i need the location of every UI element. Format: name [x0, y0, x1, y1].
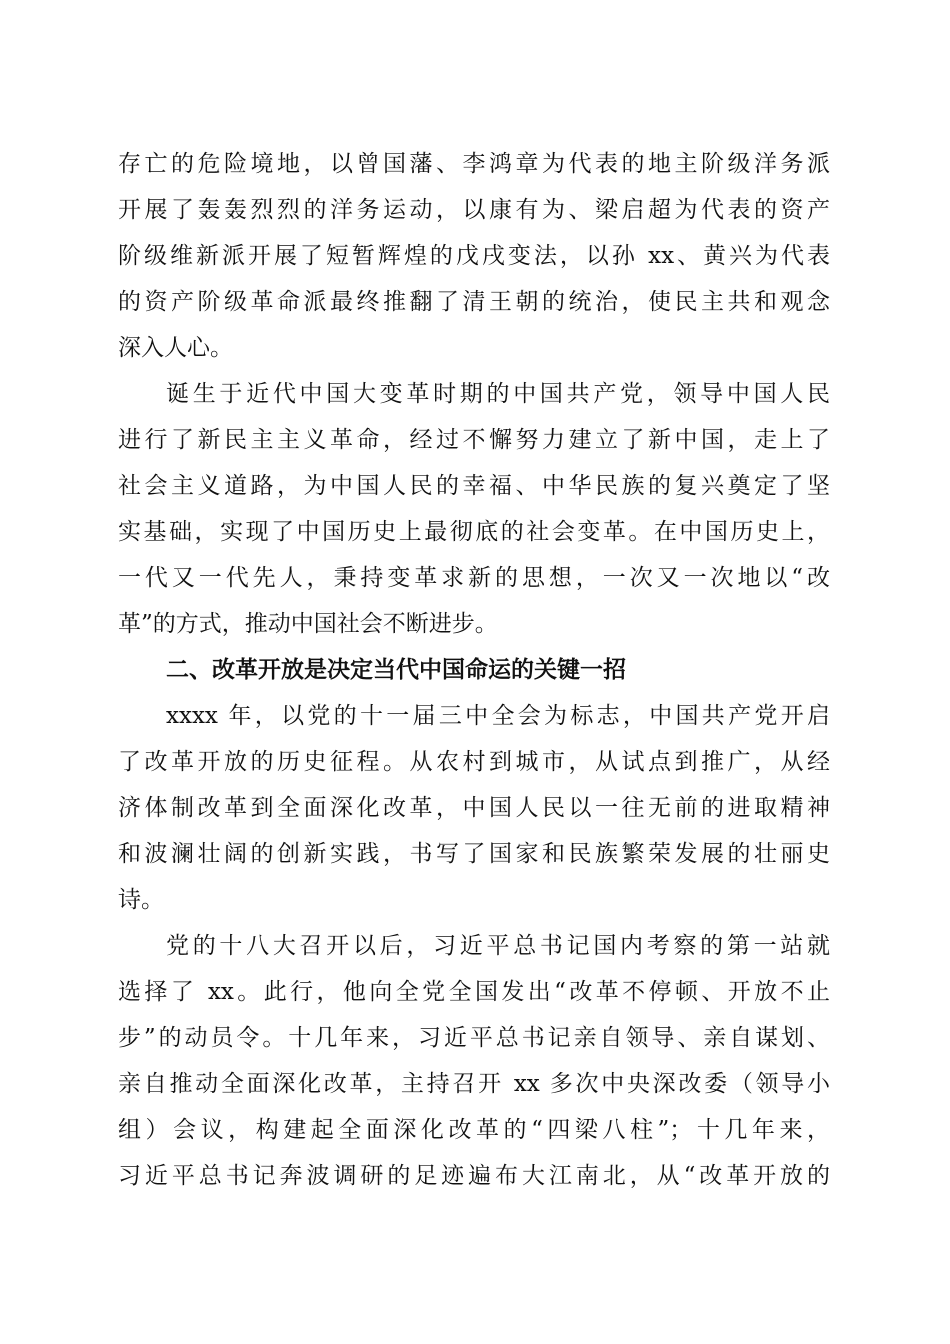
paragraph-line: 诗。 [118, 887, 164, 913]
paragraph-line: 组）会议，构建起全面深化改革的“四梁八柱”；十几年来， [118, 1117, 830, 1143]
paragraph-line: 习近平总书记奔波调研的足迹遍布大江南北，从“改革开放的 [118, 1163, 830, 1189]
paragraph-line: 步”的动员令。十几年来，习近平总书记亲自领导、亲自谋划、 [118, 1025, 830, 1051]
paragraph-line: 存亡的危险境地，以曾国藩、李鸿章为代表的地主阶级洋务派 [118, 151, 830, 177]
paragraph-line: 的资产阶级革命派最终推翻了清王朝的统治，使民主共和观念 [118, 289, 830, 315]
paragraph-line: 济体制改革到全面深化改革，中国人民以一往无前的进取精神 [118, 795, 830, 821]
paragraph-line: 选择了 xx。此行，他向全党全国发出“改革不停顿、开放不止 [118, 979, 830, 1005]
paragraph-4 [118, 923, 830, 1199]
paragraph-line: 开展了轰轰烈烈的洋务运动，以康有为、梁启超为代表的资产 [118, 197, 830, 223]
paragraph-3 [118, 693, 830, 923]
paragraph-line: 深入人心。 [118, 335, 233, 361]
section-heading: 二、改革开放是决定当代中国命运的关键一招 [166, 657, 626, 683]
paragraph-line: 进行了新民主主义革命，经过不懈努力建立了新中国，走上了 [118, 427, 830, 453]
paragraph-line: 诞生于近代中国大变革时期的中国共产党，领导中国人民 [166, 381, 830, 407]
paragraph-line: 革”的方式，推动中国社会不断进步。 [118, 611, 498, 637]
paragraph-line: 实基础，实现了中国历史上最彻底的社会变革。在中国历史上， [118, 519, 830, 545]
paragraph-line: xxxx 年，以党的十一届三中全会为标志，中国共产党开启 [166, 703, 830, 729]
paragraph-line: 和波澜壮阔的创新实践，书写了国家和民族繁荣发展的壮丽史 [118, 841, 830, 867]
paragraph-line: 亲自推动全面深化改革，主持召开 xx 多次中央深改委（领导小 [118, 1071, 830, 1097]
paragraph-line: 社会主义道路，为中国人民的幸福、中华民族的复兴奠定了坚 [118, 473, 830, 499]
paragraph-line: 一代又一代先人，秉持变革求新的思想，一次又一次地以“改 [118, 565, 830, 591]
paragraph-1 [118, 141, 830, 371]
paragraph-line: 了改革开放的历史征程。从农村到城市，从试点到推广，从经 [118, 749, 830, 775]
paragraph-line: 阶级维新派开展了短暂辉煌的戊戌变法，以孙 xx、黄兴为代表 [118, 243, 830, 269]
paragraph-line: 党的十八大召开以后，习近平总书记国内考察的第一站就 [166, 933, 830, 959]
paragraph-2 [118, 371, 830, 647]
document-body [118, 141, 830, 1199]
